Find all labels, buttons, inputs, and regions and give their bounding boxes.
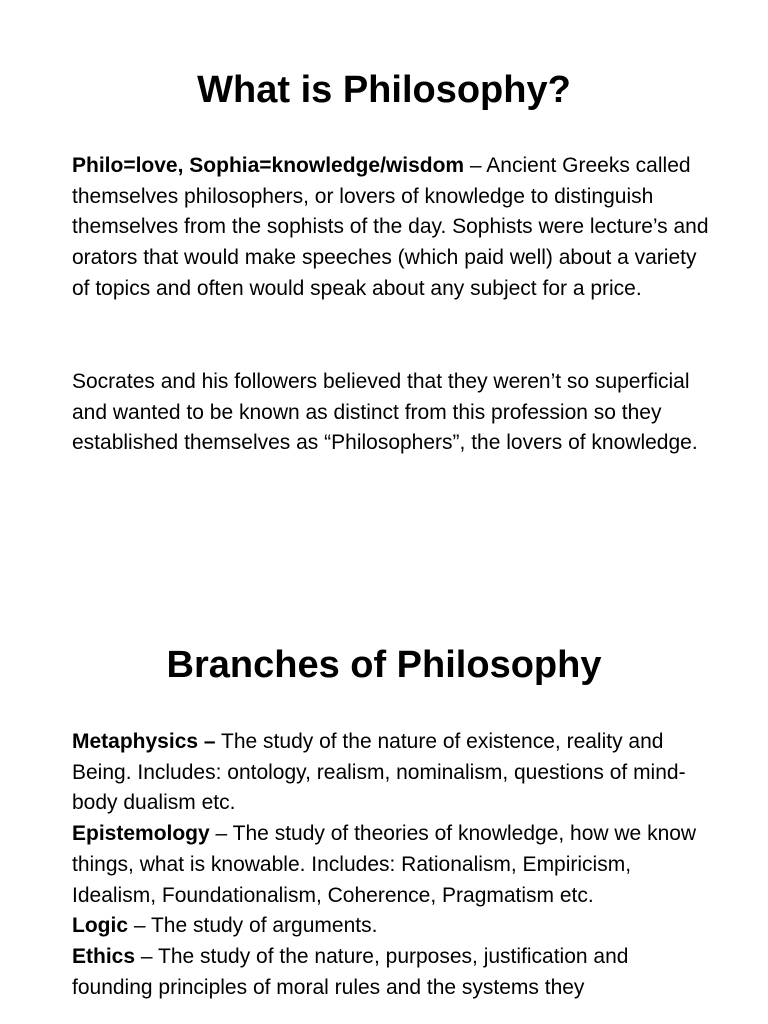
page-title-branches-of-philosophy: Branches of Philosophy (166, 644, 602, 686)
branch-term: Epistemology (72, 822, 210, 846)
definition-text: – Ancient Greeks called themselves philosophers, or lovers of knowledge to distinguish themselves from the sophists of the day. Sophists were lecture’s and orators that would make speeches (which paid well) about a variety of topics and often would speak about any subject for a price. (72, 154, 709, 300)
intro-paragraph (72, 151, 712, 305)
definition-paragraph (72, 151, 712, 305)
page-title-what-is-philosophy: What is Philosophy? (197, 69, 571, 111)
branch-description: – The study of arguments. (128, 914, 378, 938)
branch-term: Metaphysics – (72, 730, 216, 753)
socrates-paragraph (72, 367, 712, 459)
branch-entry-epistemology (72, 819, 712, 911)
branch-description: The study of the nature of existence, reality and Being. Includes: ontology, realism, nominalism, questions of mind-body dualism etc. (72, 730, 686, 815)
branch-entry-metaphysics (72, 727, 712, 819)
definition-term: Philo=love, Sophia=knowledge/wisdom (72, 154, 465, 177)
branches-list (72, 727, 712, 1003)
branch-description: – The study of the nature, purposes, justification and founding principles of moral rules and the systems they (72, 944, 629, 999)
socrates-text: Socrates and his followers believed that they weren’t so superficial and wanted to be known as distinct from this profession so they established themselves as “Philosophers”, the lovers of knowledge. (72, 370, 698, 455)
branch-description: – The study of theories of knowledge, how we know things, what is knowable. Includes: Rationalism, Empiricism, Idealism, Foundationalism, Coherence, Pragmatism etc. (72, 822, 697, 907)
branch-term: Logic (72, 914, 128, 938)
branch-entry-logic (72, 911, 712, 942)
branch-term: Ethics (72, 944, 136, 968)
branch-entry-ethics (72, 942, 712, 1003)
